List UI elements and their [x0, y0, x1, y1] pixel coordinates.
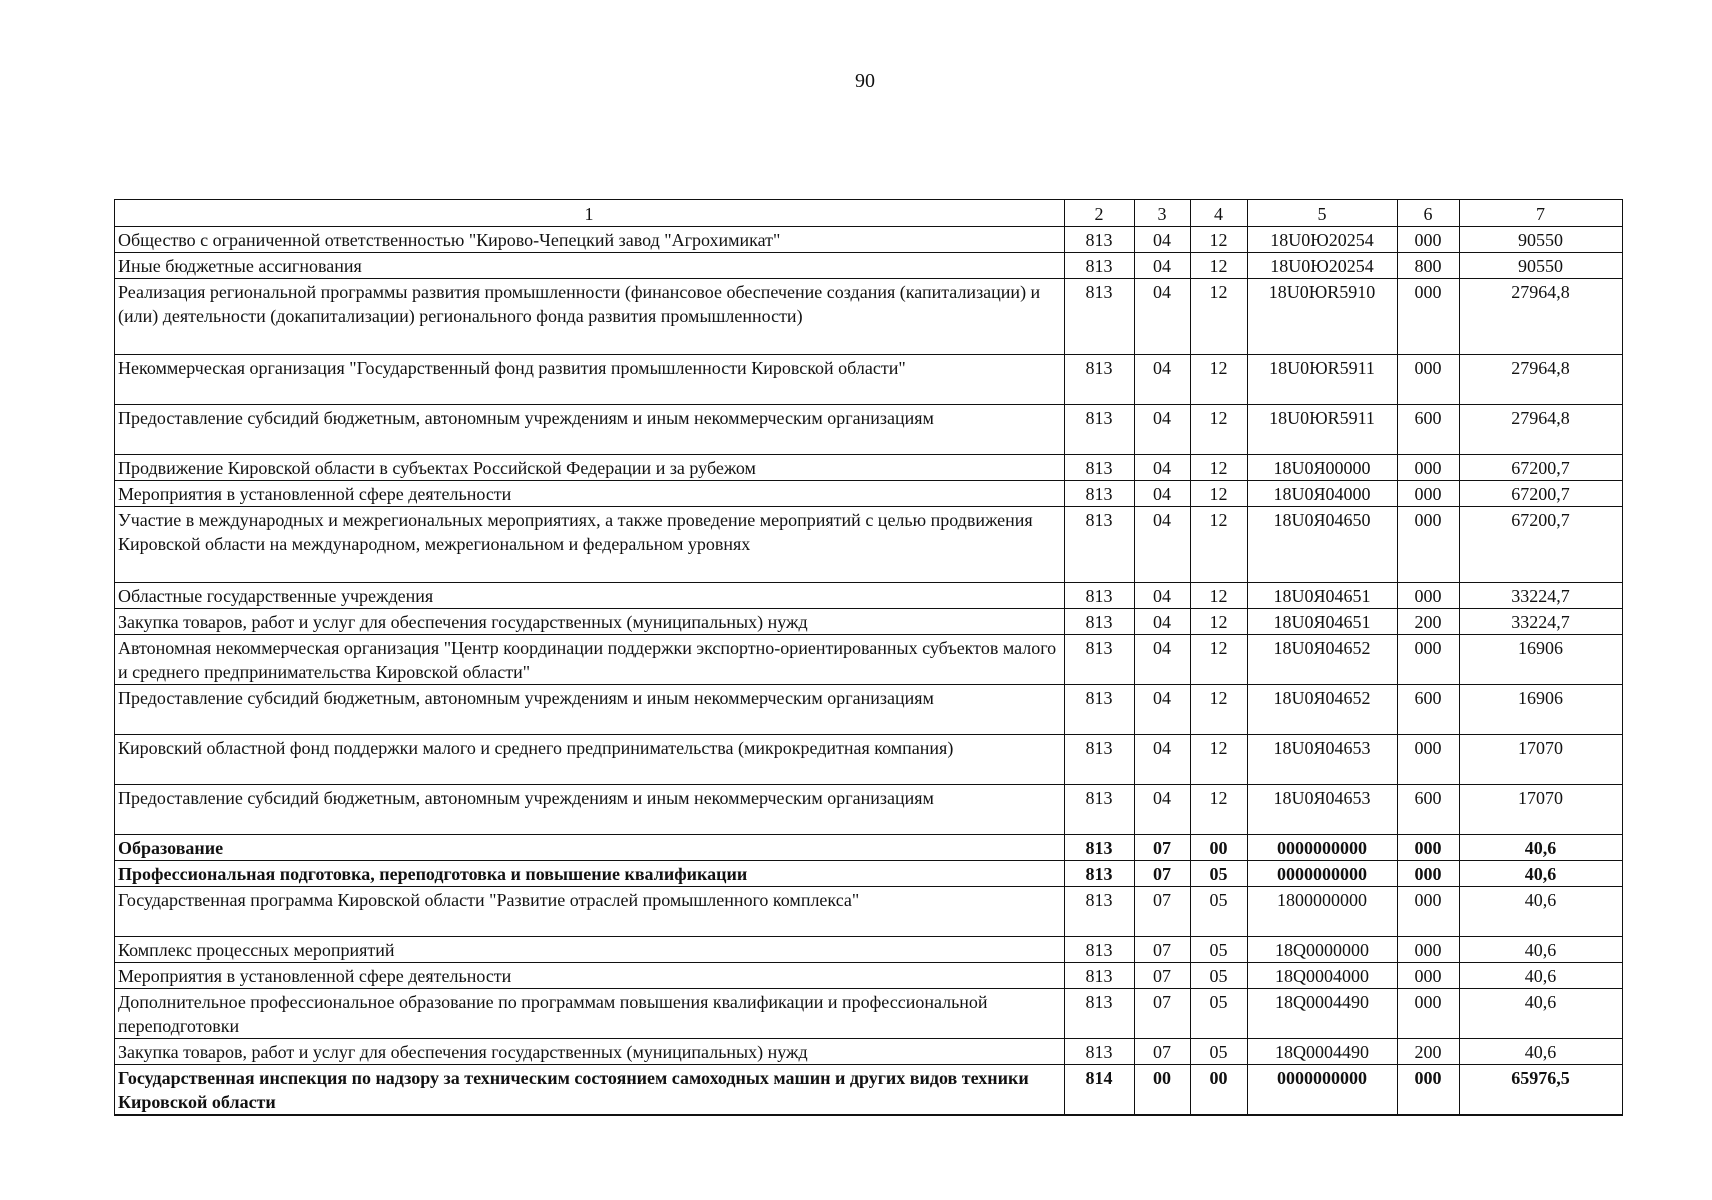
table-row — [115, 989, 1623, 1039]
table-row — [115, 861, 1623, 887]
row-value-cell: 27964,8 — [1460, 279, 1623, 355]
row-value-cell: 000 — [1398, 227, 1460, 253]
row-value-cell: 40,6 — [1460, 963, 1623, 989]
row-value-cell: 18Q0000000 — [1248, 937, 1398, 963]
row-value-cell: 200 — [1398, 1039, 1460, 1065]
row-value-cell: 04 — [1135, 735, 1191, 785]
row-value-cell: 18U0ЮR5911 — [1248, 405, 1398, 455]
row-name-cell: Некоммерческая организация "Государственный фонд развития промышленности Кировской области" — [115, 355, 1065, 405]
column-header: 7 — [1460, 200, 1623, 227]
row-value-cell: 200 — [1398, 609, 1460, 635]
row-name-cell: Иные бюджетные ассигнования — [115, 253, 1065, 279]
row-value-cell: 05 — [1191, 887, 1248, 937]
row-value-cell: 27964,8 — [1460, 405, 1623, 455]
row-value-cell: 40,6 — [1460, 989, 1623, 1039]
row-value-cell: 04 — [1135, 455, 1191, 481]
row-value-cell: 0000000000 — [1248, 1065, 1398, 1116]
row-value-cell: 813 — [1065, 279, 1135, 355]
row-value-cell: 90550 — [1460, 227, 1623, 253]
row-value-cell: 04 — [1135, 481, 1191, 507]
row-value-cell: 000 — [1398, 735, 1460, 785]
row-value-cell: 000 — [1398, 507, 1460, 583]
row-value-cell: 05 — [1191, 861, 1248, 887]
row-value-cell: 18U0Я00000 — [1248, 455, 1398, 481]
table-row — [115, 887, 1623, 937]
table-row — [115, 405, 1623, 455]
row-value-cell: 07 — [1135, 835, 1191, 861]
row-value-cell: 0000000000 — [1248, 861, 1398, 887]
row-value-cell: 07 — [1135, 1039, 1191, 1065]
table-row — [115, 785, 1623, 835]
row-name-cell: Профессиональная подготовка, переподготовка и повышение квалификации — [115, 861, 1065, 887]
row-value-cell: 000 — [1398, 355, 1460, 405]
row-value-cell: 600 — [1398, 685, 1460, 735]
column-header: 3 — [1135, 200, 1191, 227]
row-value-cell: 813 — [1065, 481, 1135, 507]
row-name-cell: Закупка товаров, работ и услуг для обеспечения государственных (муниципальных) нужд — [115, 609, 1065, 635]
row-value-cell: 813 — [1065, 507, 1135, 583]
row-name-cell: Продвижение Кировской области в субъектах Российской Федерации и за рубежом — [115, 455, 1065, 481]
table-row — [115, 735, 1623, 785]
row-value-cell: 16906 — [1460, 635, 1623, 685]
row-value-cell: 813 — [1065, 989, 1135, 1039]
table-row — [115, 835, 1623, 861]
row-name-cell: Комплекс процессных мероприятий — [115, 937, 1065, 963]
row-name-cell: Образование — [115, 835, 1065, 861]
row-value-cell: 12 — [1191, 735, 1248, 785]
row-value-cell: 12 — [1191, 583, 1248, 609]
table-header-row — [115, 200, 1623, 227]
row-value-cell: 813 — [1065, 609, 1135, 635]
budget-table — [114, 199, 1623, 1116]
row-name-cell: Общество с ограниченной ответственностью "Кирово-Чепецкий завод "Агрохимикат" — [115, 227, 1065, 253]
row-value-cell: 05 — [1191, 989, 1248, 1039]
row-value-cell: 12 — [1191, 635, 1248, 685]
row-value-cell: 07 — [1135, 989, 1191, 1039]
row-value-cell: 00 — [1191, 835, 1248, 861]
row-value-cell: 813 — [1065, 635, 1135, 685]
row-name-cell: Автономная некоммерческая организация "Центр координации поддержки экспортно-ориентированных субъектов малого и среднего предпринимательства Кировской области" — [115, 635, 1065, 685]
table-row — [115, 1039, 1623, 1065]
row-value-cell: 000 — [1398, 635, 1460, 685]
row-value-cell: 12 — [1191, 507, 1248, 583]
row-name-cell: Реализация региональной программы развития промышленности (финансовое обеспечение создания (капитализации) и (или) деятельности (докапитализации) регионального фонда развития промышленности) — [115, 279, 1065, 355]
row-value-cell: 813 — [1065, 785, 1135, 835]
row-value-cell: 04 — [1135, 609, 1191, 635]
row-value-cell: 12 — [1191, 227, 1248, 253]
row-value-cell: 000 — [1398, 279, 1460, 355]
row-value-cell: 40,6 — [1460, 1039, 1623, 1065]
row-value-cell: 04 — [1135, 355, 1191, 405]
row-value-cell: 813 — [1065, 253, 1135, 279]
row-value-cell: 813 — [1065, 1039, 1135, 1065]
row-value-cell: 04 — [1135, 227, 1191, 253]
column-header: 1 — [115, 200, 1065, 227]
row-value-cell: 05 — [1191, 1039, 1248, 1065]
row-value-cell: 16906 — [1460, 685, 1623, 735]
row-value-cell: 17070 — [1460, 735, 1623, 785]
row-value-cell: 0000000000 — [1248, 835, 1398, 861]
row-value-cell: 000 — [1398, 861, 1460, 887]
table-row — [115, 1065, 1623, 1116]
row-value-cell: 18U0ЮR5911 — [1248, 355, 1398, 405]
table-row — [115, 507, 1623, 583]
row-value-cell: 18U0Я04651 — [1248, 583, 1398, 609]
row-name-cell: Областные государственные учреждения — [115, 583, 1065, 609]
row-value-cell: 813 — [1065, 735, 1135, 785]
row-name-cell: Кировский областной фонд поддержки малого и среднего предпринимательства (микрокредитная компания) — [115, 735, 1065, 785]
row-value-cell: 000 — [1398, 835, 1460, 861]
row-value-cell: 12 — [1191, 279, 1248, 355]
row-value-cell: 00 — [1135, 1065, 1191, 1116]
row-value-cell: 600 — [1398, 785, 1460, 835]
row-value-cell: 000 — [1398, 937, 1460, 963]
row-name-cell: Предоставление субсидий бюджетным, автономным учреждениям и иным некоммерческим организациям — [115, 785, 1065, 835]
row-value-cell: 12 — [1191, 405, 1248, 455]
row-value-cell: 18U0Ю20254 — [1248, 253, 1398, 279]
row-value-cell: 27964,8 — [1460, 355, 1623, 405]
row-value-cell: 813 — [1065, 963, 1135, 989]
row-value-cell: 18U0Я04652 — [1248, 685, 1398, 735]
row-value-cell: 18U0Ю20254 — [1248, 227, 1398, 253]
row-value-cell: 18Q0004490 — [1248, 1039, 1398, 1065]
row-value-cell: 12 — [1191, 355, 1248, 405]
row-name-cell: Предоставление субсидий бюджетным, автономным учреждениям и иным некоммерческим организациям — [115, 685, 1065, 735]
row-value-cell: 813 — [1065, 405, 1135, 455]
table-row — [115, 253, 1623, 279]
table-row — [115, 685, 1623, 735]
row-value-cell: 67200,7 — [1460, 481, 1623, 507]
row-name-cell: Государственная программа Кировской области "Развитие отраслей промышленного комплекса" — [115, 887, 1065, 937]
row-value-cell: 12 — [1191, 685, 1248, 735]
row-value-cell: 07 — [1135, 861, 1191, 887]
page-number: 90 — [855, 70, 875, 92]
row-value-cell: 18U0Я04650 — [1248, 507, 1398, 583]
column-header: 5 — [1248, 200, 1398, 227]
row-value-cell: 1800000000 — [1248, 887, 1398, 937]
row-value-cell: 07 — [1135, 937, 1191, 963]
row-value-cell: 90550 — [1460, 253, 1623, 279]
row-value-cell: 813 — [1065, 355, 1135, 405]
row-value-cell: 07 — [1135, 887, 1191, 937]
row-value-cell: 40,6 — [1460, 861, 1623, 887]
table-row — [115, 609, 1623, 635]
row-value-cell: 12 — [1191, 609, 1248, 635]
table-row — [115, 635, 1623, 685]
column-header: 4 — [1191, 200, 1248, 227]
row-value-cell: 12 — [1191, 253, 1248, 279]
row-value-cell: 05 — [1191, 963, 1248, 989]
row-value-cell: 000 — [1398, 887, 1460, 937]
row-value-cell: 18U0Я04652 — [1248, 635, 1398, 685]
row-value-cell: 813 — [1065, 227, 1135, 253]
row-value-cell: 813 — [1065, 835, 1135, 861]
row-value-cell: 04 — [1135, 253, 1191, 279]
row-value-cell: 40,6 — [1460, 887, 1623, 937]
row-value-cell: 813 — [1065, 887, 1135, 937]
row-value-cell: 18Q0004000 — [1248, 963, 1398, 989]
row-name-cell: Закупка товаров, работ и услуг для обеспечения государственных (муниципальных) нужд — [115, 1039, 1065, 1065]
row-value-cell: 18U0Я04651 — [1248, 609, 1398, 635]
row-value-cell: 65976,5 — [1460, 1065, 1623, 1116]
table-row — [115, 963, 1623, 989]
row-value-cell: 600 — [1398, 405, 1460, 455]
row-value-cell: 00 — [1191, 1065, 1248, 1116]
table-row — [115, 937, 1623, 963]
row-name-cell: Дополнительное профессиональное образование по программам повышения квалификации и профессиональной переподготовки — [115, 989, 1065, 1039]
row-value-cell: 12 — [1191, 481, 1248, 507]
row-value-cell: 000 — [1398, 583, 1460, 609]
row-value-cell: 813 — [1065, 455, 1135, 481]
row-value-cell: 07 — [1135, 963, 1191, 989]
table-row — [115, 355, 1623, 405]
row-value-cell: 18U0Я04653 — [1248, 785, 1398, 835]
row-name-cell: Мероприятия в установленной сфере деятельности — [115, 963, 1065, 989]
column-header: 2 — [1065, 200, 1135, 227]
table-row — [115, 279, 1623, 355]
row-value-cell: 18U0ЮR5910 — [1248, 279, 1398, 355]
row-value-cell: 05 — [1191, 937, 1248, 963]
row-value-cell: 04 — [1135, 635, 1191, 685]
row-value-cell: 18U0Я04653 — [1248, 735, 1398, 785]
row-value-cell: 04 — [1135, 785, 1191, 835]
row-value-cell: 000 — [1398, 989, 1460, 1039]
row-name-cell: Мероприятия в установленной сфере деятельности — [115, 481, 1065, 507]
row-name-cell: Государственная инспекция по надзору за техническим состоянием самоходных машин и других видов техники Кировской области — [115, 1065, 1065, 1116]
row-value-cell: 33224,7 — [1460, 583, 1623, 609]
row-name-cell: Участие в международных и межрегиональных мероприятиях, а также проведение мероприятий с целью продвижения Кировской области на международном, межрегиональном и федеральном уровнях — [115, 507, 1065, 583]
table-row — [115, 455, 1623, 481]
row-value-cell: 000 — [1398, 1065, 1460, 1116]
row-value-cell: 813 — [1065, 685, 1135, 735]
row-value-cell: 800 — [1398, 253, 1460, 279]
row-value-cell: 33224,7 — [1460, 609, 1623, 635]
table-row — [115, 227, 1623, 253]
row-value-cell: 04 — [1135, 685, 1191, 735]
row-value-cell: 40,6 — [1460, 835, 1623, 861]
row-value-cell: 18U0Я04000 — [1248, 481, 1398, 507]
row-value-cell: 12 — [1191, 455, 1248, 481]
table-row — [115, 481, 1623, 507]
column-header: 6 — [1398, 200, 1460, 227]
row-value-cell: 17070 — [1460, 785, 1623, 835]
row-value-cell: 04 — [1135, 279, 1191, 355]
row-value-cell: 04 — [1135, 507, 1191, 583]
table-row — [115, 583, 1623, 609]
row-value-cell: 18Q0004490 — [1248, 989, 1398, 1039]
row-value-cell: 67200,7 — [1460, 507, 1623, 583]
row-value-cell: 813 — [1065, 861, 1135, 887]
row-value-cell: 000 — [1398, 481, 1460, 507]
row-value-cell: 813 — [1065, 583, 1135, 609]
row-value-cell: 813 — [1065, 937, 1135, 963]
row-value-cell: 04 — [1135, 583, 1191, 609]
row-value-cell: 814 — [1065, 1065, 1135, 1116]
row-value-cell: 40,6 — [1460, 937, 1623, 963]
row-value-cell: 12 — [1191, 785, 1248, 835]
row-value-cell: 04 — [1135, 405, 1191, 455]
row-value-cell: 000 — [1398, 963, 1460, 989]
row-value-cell: 000 — [1398, 455, 1460, 481]
row-value-cell: 67200,7 — [1460, 455, 1623, 481]
row-name-cell: Предоставление субсидий бюджетным, автономным учреждениям и иным некоммерческим организациям — [115, 405, 1065, 455]
